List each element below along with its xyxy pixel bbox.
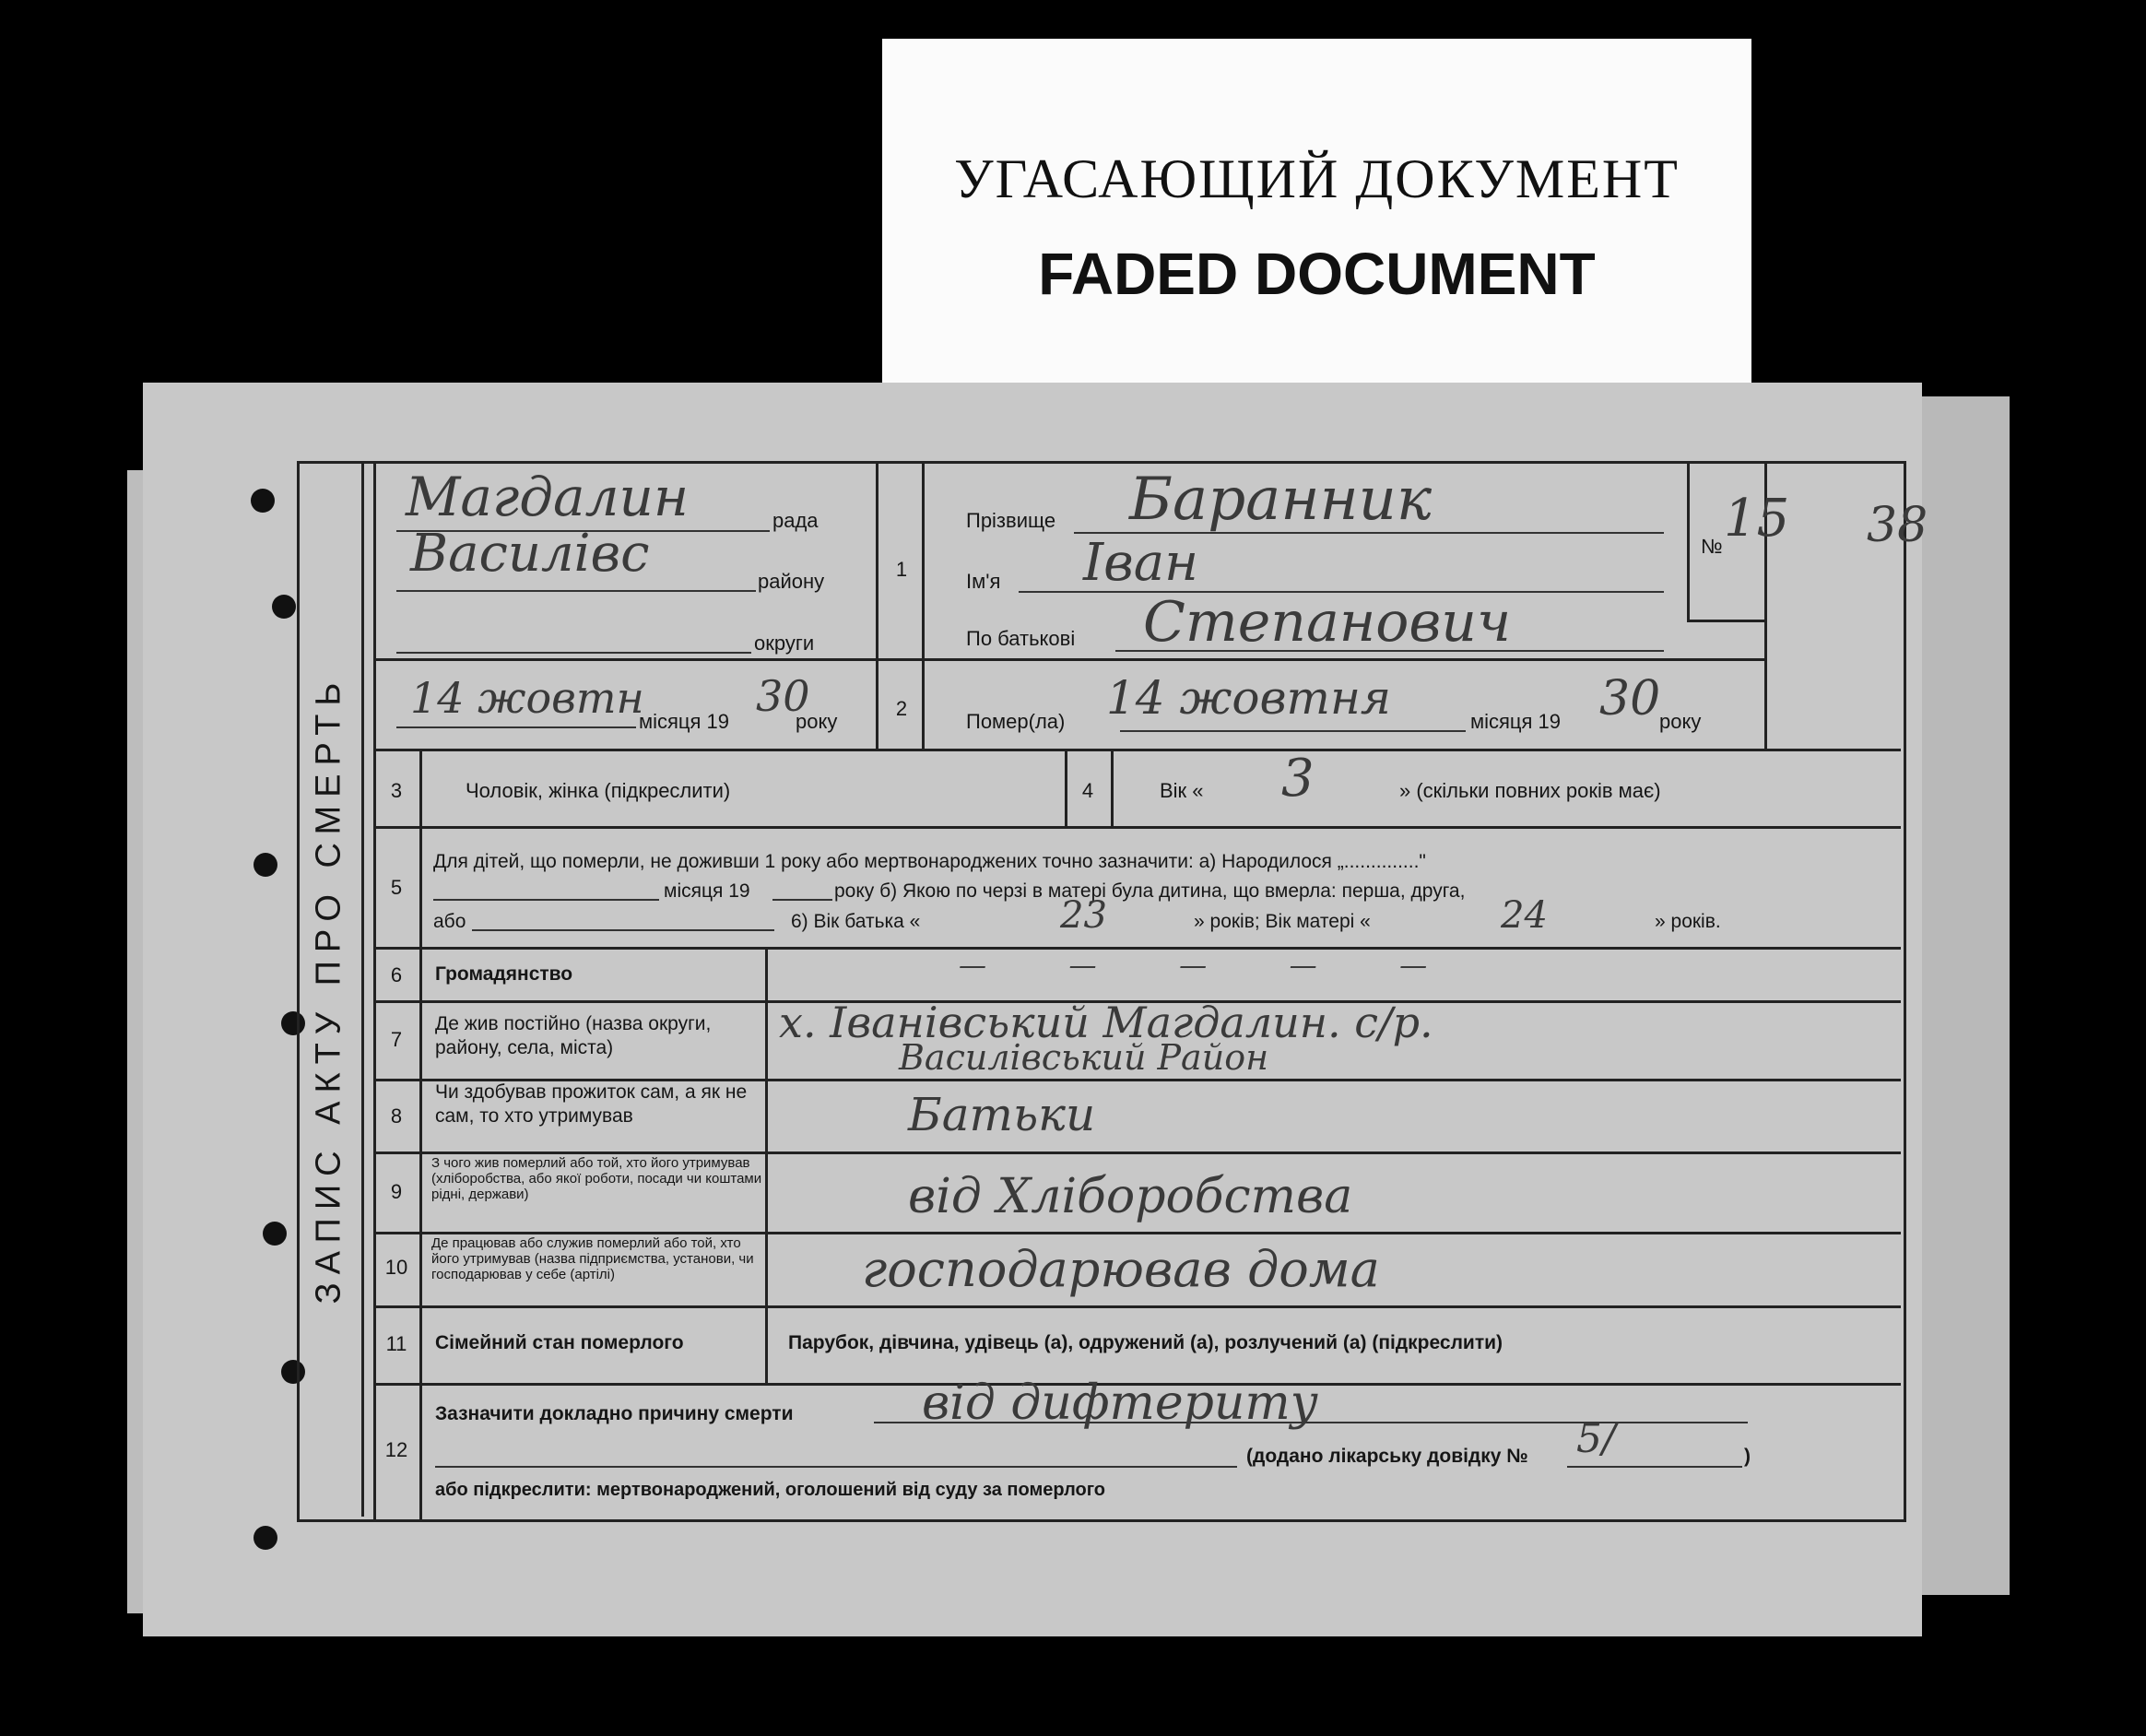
- hw-rada: Магдалин: [406, 466, 690, 528]
- row-number: 12: [384, 1438, 408, 1461]
- hw-date-left: 14 жовтн: [410, 673, 644, 723]
- col-divider: [373, 461, 376, 1519]
- row-number: 9: [390, 1180, 403, 1203]
- hw-mother-age: 24: [1501, 894, 1548, 937]
- residence-label: Де жив постійно (назва округи, району, села, міста): [435, 1013, 712, 1058]
- age-label-start: Вік «: [1160, 779, 1204, 802]
- date-left-blank: [396, 726, 636, 728]
- number-box-border: [1687, 461, 1690, 622]
- hw-supported-by: Батьки: [908, 1088, 1096, 1141]
- number-label: №: [1701, 535, 1723, 558]
- raion-blank: [396, 590, 756, 592]
- marital-options: Парубок, дівчина, удівець (а), одружений (а), розлучений (а) (підкреслити): [788, 1332, 1503, 1353]
- col-divider: [765, 947, 768, 1386]
- row-number: 5: [390, 876, 403, 899]
- hw-residence-2: Василівський Район: [899, 1037, 1269, 1078]
- number-box-border: [1687, 620, 1764, 622]
- hw-surname: Баранник: [1129, 466, 1433, 534]
- support-label: Чи здобував прожиток сам, а як не сам, то хто утримував: [435, 1081, 748, 1127]
- col-divider: [419, 749, 422, 1519]
- row-number: 8: [390, 1104, 403, 1128]
- hw-corner-number: 38: [1867, 498, 1928, 553]
- punch-hole: [263, 1222, 287, 1246]
- row-divider: [373, 1305, 1901, 1308]
- row-number: 7: [390, 1028, 403, 1051]
- row-divider: [373, 658, 1764, 661]
- infant-line-2a: місяця 19: [664, 880, 750, 902]
- hw-raion: Василівс: [410, 524, 650, 584]
- punch-hole: [251, 489, 275, 513]
- row-divider: [373, 749, 1901, 751]
- row-divider: [373, 1151, 1901, 1154]
- rada-label: рада: [772, 509, 819, 532]
- hw-date-right: 14 жовтня: [1106, 671, 1392, 725]
- workplace-label: Де працював або служив померлий або той, хто його утримував (назва підприємства, установи, чи господарював у себе (артілі): [431, 1235, 754, 1282]
- age-label-end: » (скільки повних років має): [1399, 779, 1661, 802]
- hw-year-right: 30: [1599, 671, 1661, 726]
- row-number: 11: [385, 1332, 407, 1355]
- infant-line-2b: року б) Якою по черзі в матері була дитина, що вмерла: перша, друга,: [834, 880, 1466, 902]
- infant-line-3a: або: [433, 911, 466, 932]
- raion-label: району: [758, 570, 825, 593]
- form-frame: [297, 461, 1906, 1522]
- infant-line-3c: » років; Вік матері «: [1194, 911, 1371, 932]
- certificate-label: (додано лікарську довідку №: [1246, 1446, 1528, 1467]
- punch-hole: [272, 595, 296, 619]
- date-left-label: місяця 19: [639, 710, 730, 733]
- sex-label: Чоловік, жінка (підкреслити): [466, 779, 731, 802]
- infant-month-blank: [433, 899, 659, 901]
- hw-number: 15: [1724, 489, 1790, 549]
- hw-citizenship: — — — — —: [959, 950, 1465, 982]
- row-number: 6: [390, 963, 403, 986]
- livelihood-label: З чого жив померлий або той, хто його утримував (хліборобства, або якої роботи, посади чи коштами рідні, держави): [431, 1155, 762, 1202]
- faded-document-label: [882, 39, 1751, 387]
- patronymic-label: По батькові: [966, 627, 1076, 650]
- cause-blank-2: [435, 1466, 1237, 1468]
- surname-label: Прізвище: [966, 509, 1056, 532]
- row-number: 3: [390, 779, 403, 802]
- label-russian: УГАСАЮЩИЙ ДОКУМЕНТ: [954, 148, 1680, 209]
- died-label: Помер(ла): [966, 710, 1066, 733]
- hw-father-age: 23: [1060, 894, 1107, 937]
- infant-line-1: Для дітей, що померли, не доживши 1 року або мертвонароджених точно зазначити: а) Народилося „..............": [433, 851, 1426, 872]
- citizenship-label: Громадянство: [435, 963, 573, 985]
- okruha-label: округи: [754, 632, 815, 655]
- certificate-blank: [1567, 1466, 1742, 1468]
- date-right-label: місяця 19: [1470, 710, 1562, 733]
- hw-cause: від дифтериту: [922, 1376, 1318, 1431]
- name-label: Ім'я: [966, 570, 1001, 593]
- certificate-close: ): [1744, 1446, 1751, 1467]
- hw-year-left: 30: [756, 671, 810, 721]
- patronymic-blank: [1115, 650, 1664, 652]
- hw-livelihood: від Хліборобства: [908, 1169, 1353, 1224]
- row-divider: [373, 1232, 1901, 1234]
- punch-hole: [254, 1526, 277, 1550]
- infant-line-3d: » років.: [1655, 911, 1721, 932]
- roku-left-label: року: [796, 710, 838, 733]
- date-right-blank: [1120, 730, 1466, 732]
- row-divider: [373, 826, 1901, 829]
- hw-residence-1: х. Іванівський Магдалин. с/р.: [779, 998, 1433, 1047]
- roku-right-label: року: [1659, 710, 1702, 733]
- cause-label: Зазначити докладно причину смерти: [435, 1403, 794, 1424]
- col-divider: [1111, 749, 1114, 829]
- hw-name: Іван: [1083, 533, 1198, 593]
- stillborn-line: або підкреслити: мертвонароджений, оголошений від суду за померлого: [435, 1480, 1106, 1500]
- row-number: 2: [895, 697, 908, 720]
- infant-line-3b: 6) Вік батька «: [791, 911, 921, 932]
- hw-patronymic: Степанович: [1143, 590, 1512, 655]
- infant-order-blank: [472, 929, 774, 931]
- hw-certificate: 5/: [1576, 1415, 1616, 1462]
- infant-year-blank: [772, 899, 832, 901]
- row-number: 4: [1081, 779, 1094, 802]
- hw-age: 3: [1281, 749, 1315, 809]
- marital-label: Сімейний стан померлого: [435, 1332, 684, 1353]
- vertical-form-title: [297, 461, 364, 1517]
- label-english: FADED DOCUMENT: [1038, 241, 1596, 307]
- hw-work: господарював дома: [862, 1240, 1380, 1298]
- form-title: ЗАПИС АКТУ ПРО СМЕРТЬ: [309, 674, 348, 1304]
- okruha-blank: [396, 652, 751, 654]
- row-number: 1: [895, 558, 908, 581]
- row-number: 10: [384, 1256, 408, 1279]
- punch-hole: [254, 853, 277, 877]
